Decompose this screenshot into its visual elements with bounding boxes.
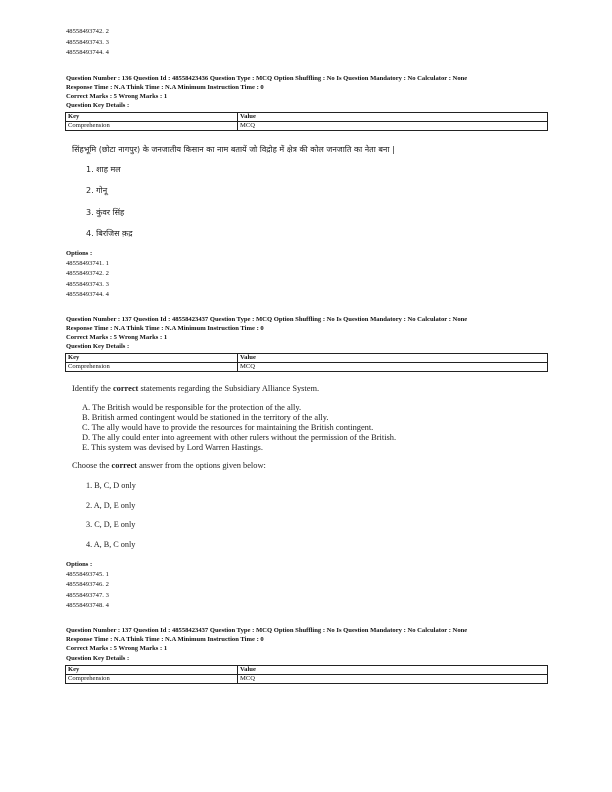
statement: D. The ally could enter into agreement with other rulers without the permission of the British. xyxy=(82,433,397,442)
option-line: 48558493743. 3 xyxy=(66,39,109,46)
key-value-table xyxy=(65,112,548,131)
option-line: 48558493744. 4 xyxy=(66,291,109,298)
option-line: 48558493747. 3 xyxy=(66,592,109,599)
intro-text: Identify the xyxy=(72,384,113,393)
choose-text: Choose the xyxy=(72,461,112,470)
key-header: Key xyxy=(66,113,238,122)
statement: A. The British would be responsible for the protection of the ally. xyxy=(82,403,302,412)
key-value-table xyxy=(65,353,548,372)
question-text: सिंहभूमि (छोटा नागपुर) के जनजातीय किसान का नाम बतायें जो विद्रोह में क्षेत्र की कोल जनजाति का नेता बना | xyxy=(72,145,395,154)
key-cell: Comprehension xyxy=(66,675,238,684)
value-cell: MCQ xyxy=(238,122,548,131)
key-header: Key xyxy=(66,666,238,675)
choose-emphasis: correct xyxy=(111,461,137,470)
intro-text: statements regarding the Subsidiary Alliance System. xyxy=(138,384,320,393)
response-time: Response Time : N.A Think Time : N.A Minimum Instruction Time : 0 xyxy=(66,636,264,643)
choice: 3. C, D, E only xyxy=(86,520,136,529)
choice: 4. A, B, C only xyxy=(86,540,136,549)
value-cell: MCQ xyxy=(238,363,548,372)
choose-instruction xyxy=(72,461,266,471)
choice: 4. बिरजिस क़द्र xyxy=(86,229,133,238)
option-line: 48558493742. 2 xyxy=(66,270,109,277)
value-cell: MCQ xyxy=(238,675,548,684)
option-line: 48558493742. 2 xyxy=(66,28,109,35)
choice: 2. गोनू xyxy=(86,186,108,195)
response-time: Response Time : N.A Think Time : N.A Minimum Instruction Time : 0 xyxy=(66,84,264,91)
statement: B. British armed contingent would be stationed in the territory of the ally. xyxy=(82,413,329,422)
option-line: 48558493743. 3 xyxy=(66,281,109,288)
option-line: 48558493748. 4 xyxy=(66,602,109,609)
choose-text: answer from the options given below: xyxy=(136,461,266,470)
key-header: Key xyxy=(66,354,238,363)
option-line: 48558493744. 4 xyxy=(66,49,109,56)
value-header: Value xyxy=(238,354,548,363)
key-details-label: Question Key Details : xyxy=(66,655,130,662)
intro-emphasis: correct xyxy=(112,384,139,393)
options-label: Options : xyxy=(66,561,93,568)
options-label: Options : xyxy=(66,250,93,257)
statement: C. The ally would have to provide the resources for maintaining the British contingent. xyxy=(82,423,374,432)
value-header: Value xyxy=(238,113,548,122)
key-details-label: Question Key Details : xyxy=(66,343,130,350)
question-header: Question Number : 137 Question Id : 48558423437 Question Type : MCQ Option Shuffling : No Is Question Mandatory : No Calculator : None xyxy=(66,316,468,323)
marks: Correct Marks : 5 Wrong Marks : 1 xyxy=(66,334,168,341)
marks: Correct Marks : 5 Wrong Marks : 1 xyxy=(66,645,168,652)
option-line: 48558493741. 1 xyxy=(66,260,109,267)
value-header: Value xyxy=(238,666,548,675)
question-header: Question Number : 136 Question Id : 48558423436 Question Type : MCQ Option Shuffling : No Is Question Mandatory : No Calculator : None xyxy=(66,75,468,82)
choice: 2. A, D, E only xyxy=(86,501,136,510)
marks: Correct Marks : 5 Wrong Marks : 1 xyxy=(66,93,168,100)
response-time: Response Time : N.A Think Time : N.A Minimum Instruction Time : 0 xyxy=(66,325,264,332)
key-cell: Comprehension xyxy=(66,363,238,372)
question-header: Question Number : 137 Question Id : 48558423437 Question Type : MCQ Option Shuffling : No Is Question Mandatory : No Calculator : None xyxy=(66,627,468,634)
option-line: 48558493746. 2 xyxy=(66,581,109,588)
question-intro xyxy=(72,384,319,394)
key-value-table xyxy=(65,665,548,684)
key-cell: Comprehension xyxy=(66,122,238,131)
choice: 1. B, C, D only xyxy=(86,481,136,490)
option-line: 48558493745. 1 xyxy=(66,571,109,578)
choice: 1. शाह मल xyxy=(86,165,121,174)
statement: E. This system was devised by Lord Warren Hastings. xyxy=(82,443,263,452)
key-details-label: Question Key Details : xyxy=(66,102,130,109)
choice: 3. कुंवर सिंह xyxy=(86,208,125,217)
